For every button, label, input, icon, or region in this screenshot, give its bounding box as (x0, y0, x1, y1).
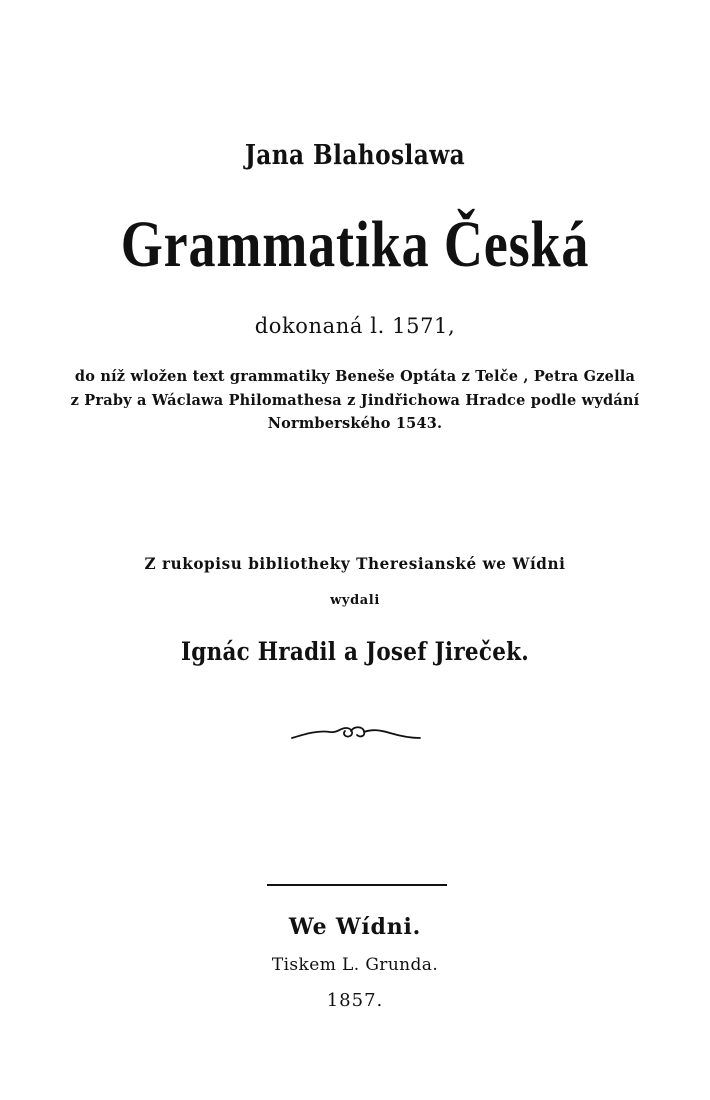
imprint-year: 1857. (326, 990, 384, 1011)
manuscript-source: Z rukopisu bibliotheky Theresianské we Wídni (144, 554, 566, 573)
published-by-label: wydali (330, 593, 380, 608)
imprint-place: We Wídni. (288, 914, 422, 940)
description-line-3: Normberského 1543. (267, 415, 443, 432)
completion-note: dokonaná l. 1571, (254, 314, 456, 338)
divider-rule (267, 884, 447, 886)
description-line-2: z Praby a Wáclawa Philomathesa z Jindřichowa Hradce podle wydání (70, 392, 640, 409)
scroll-ornament-icon (0, 716, 710, 746)
book-title: Grammatika Česká (120, 208, 590, 281)
description-line-1: do níž wložen text grammatiky Beneše Optáta z Telče , Petra Gzella (74, 368, 636, 385)
imprint-printer: Tiskem L. Grunda. (271, 955, 439, 975)
author-name: Jana Blahoslawa (244, 140, 466, 171)
editors-names: Ignác Hradil a Josef Jireček. (180, 637, 530, 666)
